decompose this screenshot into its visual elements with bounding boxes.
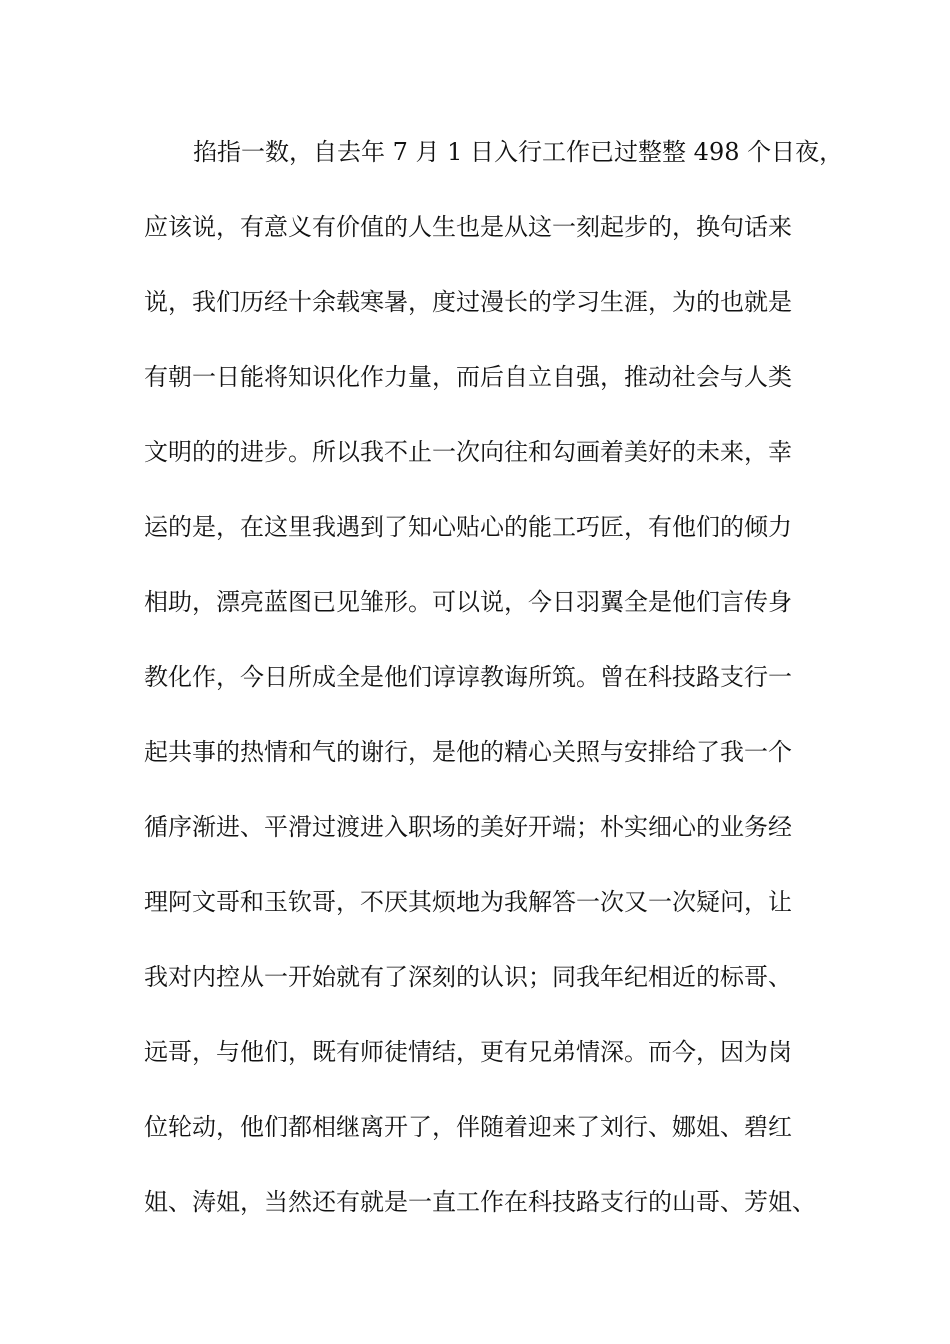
text-line: 姐、涛姐，当然还有就是一直工作在科技路支行的山哥、芳姐、 <box>144 1188 816 1216</box>
text-line: 掐指一数，自去年 7 月 1 日入行工作已过整整 498 个日夜， <box>193 138 844 166</box>
text-line: 我对内控从一开始就有了深刻的认识；同我年纪相近的标哥、 <box>144 963 792 991</box>
text-line: 运的是，在这里我遇到了知心贴心的能工巧匠，有他们的倾力 <box>144 513 792 541</box>
text-line: 有朝一日能将知识化作力量，而后自立自强，推动社会与人类 <box>144 363 792 391</box>
text-line: 起共事的热情和气的谢行，是他的精心关照与安排给了我一个 <box>144 738 792 766</box>
text-line: 文明的的进步。所以我不止一次向往和勾画着美好的未来，幸 <box>144 438 792 466</box>
text-line: 位轮动，他们都相继离开了，伴随着迎来了刘行、娜姐、碧红 <box>144 1113 792 1141</box>
body-paragraph <box>144 130 844 1255</box>
text-line: 应该说，有意义有价值的人生也是从这一刻起步的，换句话来 <box>144 213 792 241</box>
text-line: 教化作，今日所成全是他们谆谆教诲所筑。曾在科技路支行一 <box>144 663 792 691</box>
text-line: 循序渐进、平滑过渡进入职场的美好开端；朴实细心的业务经 <box>144 813 792 841</box>
text-line: 远哥，与他们，既有师徒情结，更有兄弟情深。而今，因为岗 <box>144 1038 792 1066</box>
text-line: 理阿文哥和玉钦哥，不厌其烦地为我解答一次又一次疑问，让 <box>144 888 792 916</box>
text-line: 说，我们历经十余载寒暑，度过漫长的学习生涯，为的也就是 <box>144 288 792 316</box>
text-line: 相助，漂亮蓝图已见雏形。可以说，今日羽翼全是他们言传身 <box>144 588 792 616</box>
